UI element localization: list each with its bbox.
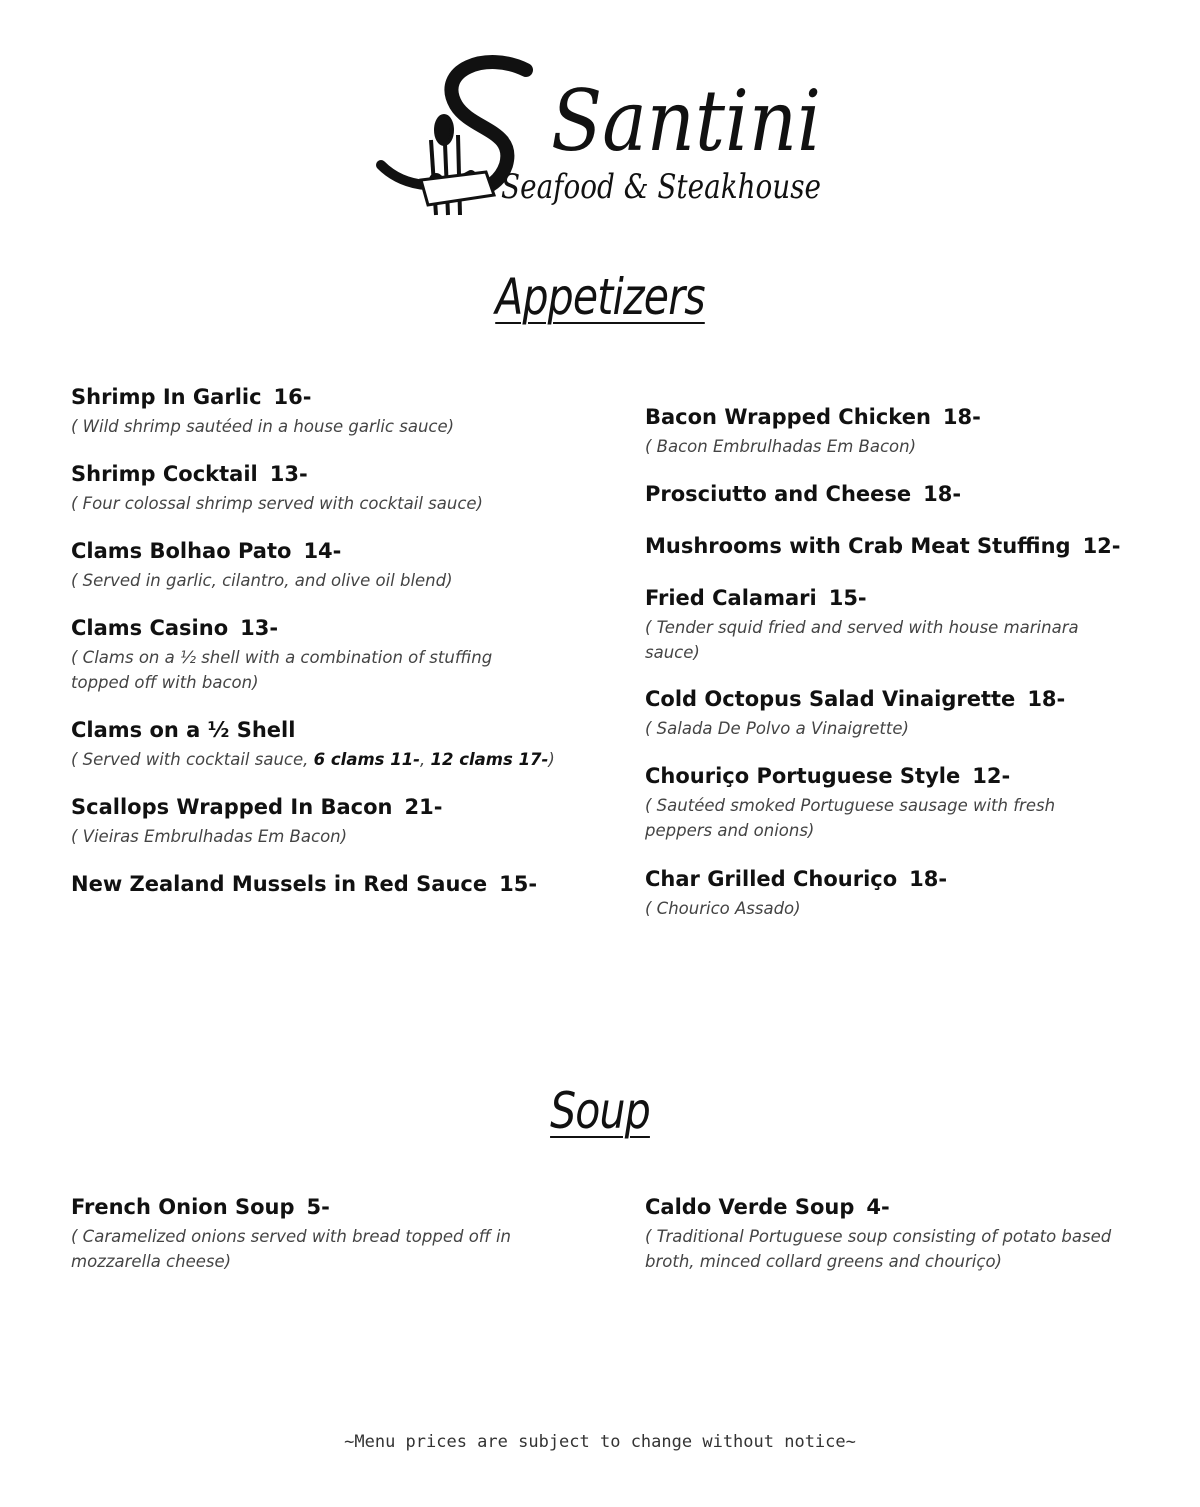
item-description: ( Clams on a ½ shell with a combination of stuffing topped off with bacon) [71, 648, 493, 692]
restaurant-logo [376, 50, 826, 225]
price-disclaimer: ~Menu prices are subject to change without notice~ [344, 1432, 856, 1452]
item-description: ( Tender squid fried and served with house marinara sauce) [645, 618, 1079, 662]
item-description: ( Caramelized onions served with bread topped off in mozzarella cheese) [71, 1227, 511, 1271]
item-name: Clams Bolhao Pato [71, 539, 292, 563]
item-price: 15- [828, 586, 867, 610]
item-description: ( Four colossal shrimp served with cocktail sauce) [71, 494, 483, 513]
item-description: ( Salada De Polvo a Vinaigrette) [645, 719, 909, 738]
menu-item [71, 717, 591, 772]
option-6-clams: 6 clams 11- [313, 750, 421, 769]
item-price: 18- [909, 867, 948, 891]
item-price: 18- [942, 405, 981, 429]
item-name: Cold Octopus Salad Vinaigrette [645, 687, 1016, 711]
option-separator: , [420, 750, 431, 769]
menu-item [71, 615, 591, 695]
item-description [71, 747, 591, 772]
menu-item [645, 533, 1165, 559]
option-12-clams: 12 clams 17- [430, 750, 549, 769]
item-description: ( Vieiras Embrulhadas Em Bacon) [71, 827, 348, 846]
item-description: ( Chourico Assado) [645, 899, 801, 918]
item-name: French Onion Soup [71, 1195, 295, 1219]
item-name: Scallops Wrapped In Bacon [71, 795, 393, 819]
menu-item [71, 384, 591, 439]
item-price: 12- [972, 764, 1011, 788]
menu-item [71, 538, 591, 593]
item-price: 4- [866, 1195, 890, 1219]
item-price: 18- [1027, 687, 1066, 711]
menu-item [645, 1194, 1165, 1274]
item-price: 14- [303, 539, 342, 563]
item-name: Shrimp In Garlic [71, 385, 262, 409]
item-name: Char Grilled Chouriço [645, 867, 898, 891]
item-price: 5- [306, 1195, 330, 1219]
menu-item [71, 871, 591, 897]
menu-item [645, 404, 1165, 459]
menu-item [71, 794, 591, 849]
item-price: 21- [404, 795, 443, 819]
logo-tagline: Seafood & Steakhouse [501, 167, 821, 207]
item-price: 18- [923, 482, 962, 506]
item-description-suffix: ) [548, 750, 555, 769]
item-price: 13- [269, 462, 308, 486]
menu-item [645, 585, 1165, 665]
item-name: Fried Calamari [645, 586, 817, 610]
menu-item [645, 866, 1165, 921]
soup-heading: Soup [550, 1082, 650, 1140]
item-description: ( Served in garlic, cilantro, and olive oil blend) [71, 571, 453, 590]
item-name: New Zealand Mussels in Red Sauce [71, 872, 488, 896]
item-name: Chouriço Portuguese Style [645, 764, 961, 788]
menu-item [645, 481, 1165, 507]
appetizers-heading: Appetizers [495, 268, 705, 326]
item-description: ( Bacon Embrulhadas Em Bacon) [645, 437, 917, 456]
menu-item [645, 686, 1165, 741]
item-description: ( Wild shrimp sautéed in a house garlic sauce) [71, 417, 455, 436]
item-description: ( Traditional Portuguese soup consisting of potato based broth, minced collard greens and chouriço) [645, 1227, 1112, 1271]
logo-name: Santini [551, 72, 821, 170]
menu-item [71, 461, 591, 516]
item-name: Shrimp Cocktail [71, 462, 258, 486]
item-price: 13- [240, 616, 279, 640]
item-name: Caldo Verde Soup [645, 1195, 855, 1219]
item-name: Clams on a ½ Shell [71, 718, 296, 742]
item-price: 15- [499, 872, 538, 896]
item-description-prefix: ( Served with cocktail sauce, [71, 750, 314, 769]
item-name: Prosciutto and Cheese [645, 482, 912, 506]
item-price: 12- [1082, 534, 1121, 558]
item-description: ( Sautéed smoked Portuguese sausage with fresh peppers and onions) [645, 796, 1056, 840]
item-name: Bacon Wrapped Chicken [645, 405, 931, 429]
item-name: Mushrooms with Crab Meat Stuffing [645, 534, 1071, 558]
menu-item [645, 763, 1165, 843]
menu-item [71, 1194, 591, 1274]
item-price: 16- [273, 385, 312, 409]
item-name: Clams Casino [71, 616, 229, 640]
